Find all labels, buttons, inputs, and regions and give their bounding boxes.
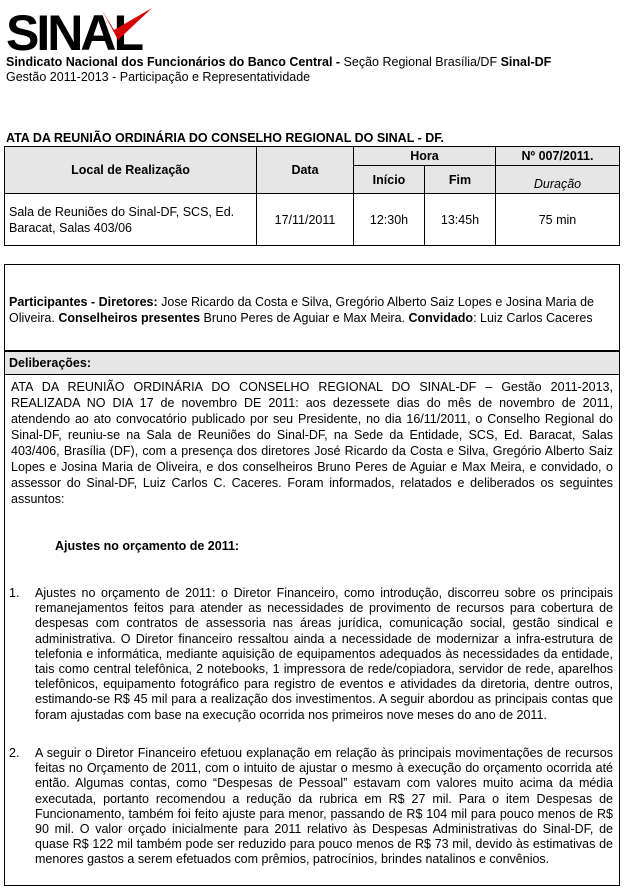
cell-inicio: 12:30h xyxy=(354,194,425,246)
list-item-text: A seguir o Diretor Financeiro efetuou explanação em relação às principais movimentações de recursos feitas no Orçamento de 2011, com o intuito de ajustar o mesmo à execução do orçamento ocorrida até então. Algumas contas, como “Despesas de Pessoal” estavam com valores muito acima da média executada, portanto recomendou a redução da rubrica em R$ 27 mil. Para o item Despesas de Funcionamento, também foi feito ajuste para menor, passando de R$ 104 mil para pouco menos de R$ 90 mil. O valor orçado inicialmente para 2011 relativo às Despesas Administrativas do Sinal-DF, de quase R$ 122 mil também pode ser reduzido para pouco menos de R$ 73 mil, devido às estimativas de menores gastos a serem efetuados com prêmios, patrocínios, brindes natalinos e convênios. xyxy=(35,746,613,867)
col-duracao-header: Duração xyxy=(496,166,620,194)
logo-text: SINAL xyxy=(6,6,141,60)
deliberations-box xyxy=(4,351,620,886)
list-item-text: Ajustes no orçamento de 2011: o Diretor Financeiro, como introdução, discorreu sobre os principais remanejamentos feitos para atender as necessidades de provimento de recursos para cobertura de despesas com contratos de assessoria nas áreas jurídica, comunicação social, gestão sindical e administrativa. O Diretor financeiro ressaltou ainda a necessidade de modernizar a infra-estrutura de telefonia e informática, mediante aquisição de equipamentos adequados às necessidades da entidade, tais como central telefônica, 2 notebooks, 1 impressora de rede/copiadora, servidor de rede, aparelhos telefônicos, equipamento fotográfico para registro de eventos e atividades da diretoria, dentre outros, estimando-se R$ 45 mil para a realização dos investimentos. A seguir abordou as principais contas que foram ajustadas com base na execução ocorrida nos primeiros nove meses do ano de 2011. xyxy=(35,586,613,722)
cell-duracao: 75 min xyxy=(496,194,620,246)
org-section: Seção Regional Brasília/DF xyxy=(340,55,501,69)
management-line: Gestão 2011-2013 - Participação e Representatividade xyxy=(6,70,311,84)
col-inicio-header: Início xyxy=(354,166,425,194)
guest-name: : Luiz Carlos Caceres xyxy=(473,311,593,325)
col-data-header: Data xyxy=(257,147,354,194)
deliberations-intro: ATA DA REUNIÃO ORDINÁRIA DO CONSELHO REGIONAL DO SINAL-DF – Gestão 2011-2013, REALIZADA NO DIA 17 de novembro DE 2011: aos dezessete dias do mês de novembro de 2011, atendendo ao ato convocatório publicado por seu Presidente, no dia 16/11/2011, o Conselho Regional do Sinal-DF, reuniu-se na Sala de Reuniões do Sinal-DF, na Sede da Entidade, SCS, Ed. Baracat, Salas 403/406, Brasília (DF), com a presença dos diretores José Ricardo da Costa e Silva, Gregório Alberto Saiz Lopes e Josina Maria de Oliveira, e dos conselheiros Bruno Peres de Aguiar e Max Meira, e convidado, o assessor do Sinal-DF, Luiz Carlos C. Caceres. Foram informados, relatados e deliberados os seguintes assuntos: xyxy=(11,380,613,506)
list-item-number: 1. xyxy=(9,586,20,600)
org-name: Sindicato Nacional dos Funcionários do Banco Central - xyxy=(6,55,341,69)
col-local-header: Local de Realização xyxy=(5,147,257,194)
org-short: Sinal-DF xyxy=(500,55,552,69)
cell-fim: 13:45h xyxy=(425,194,496,246)
meeting-table xyxy=(4,146,620,246)
list-item xyxy=(9,586,613,723)
deliberations-subtitle: Ajustes no orçamento de 2011: xyxy=(55,539,240,553)
org-header-line xyxy=(6,55,551,69)
list-item-number: 2. xyxy=(9,746,20,760)
list-item xyxy=(9,746,613,868)
col-numero-header: Nº 007/2011. xyxy=(496,147,620,166)
counselors-label: Conselheiros presentes xyxy=(58,311,201,325)
participants-directors: Jose Ricardo da Costa e Silva, Gregório Alberto Saiz Lopes e Josina Maria de Oliveira. xyxy=(9,295,595,325)
cell-data: 17/11/2011 xyxy=(257,194,354,246)
ata-title: ATA DA REUNIÃO ORDINÁRIA DO CONSELHO REGIONAL DO SINAL - DF. xyxy=(6,131,444,145)
deliberations-heading: Deliberações: xyxy=(5,352,619,375)
guest-label: Convidado xyxy=(408,311,474,325)
counselors-names: Bruno Peres de Aguiar e Max Meira. xyxy=(200,311,409,325)
sinal-logo xyxy=(6,6,156,60)
participants-box xyxy=(4,264,620,351)
col-fim-header: Fim xyxy=(425,166,496,194)
col-hora-header: Hora xyxy=(354,147,496,166)
cell-local: Sala de Reuniões do Sinal-DF, SCS, Ed. Baracat, Salas 403/06 xyxy=(5,194,257,246)
participants-label: Participantes - Diretores: xyxy=(9,295,158,309)
